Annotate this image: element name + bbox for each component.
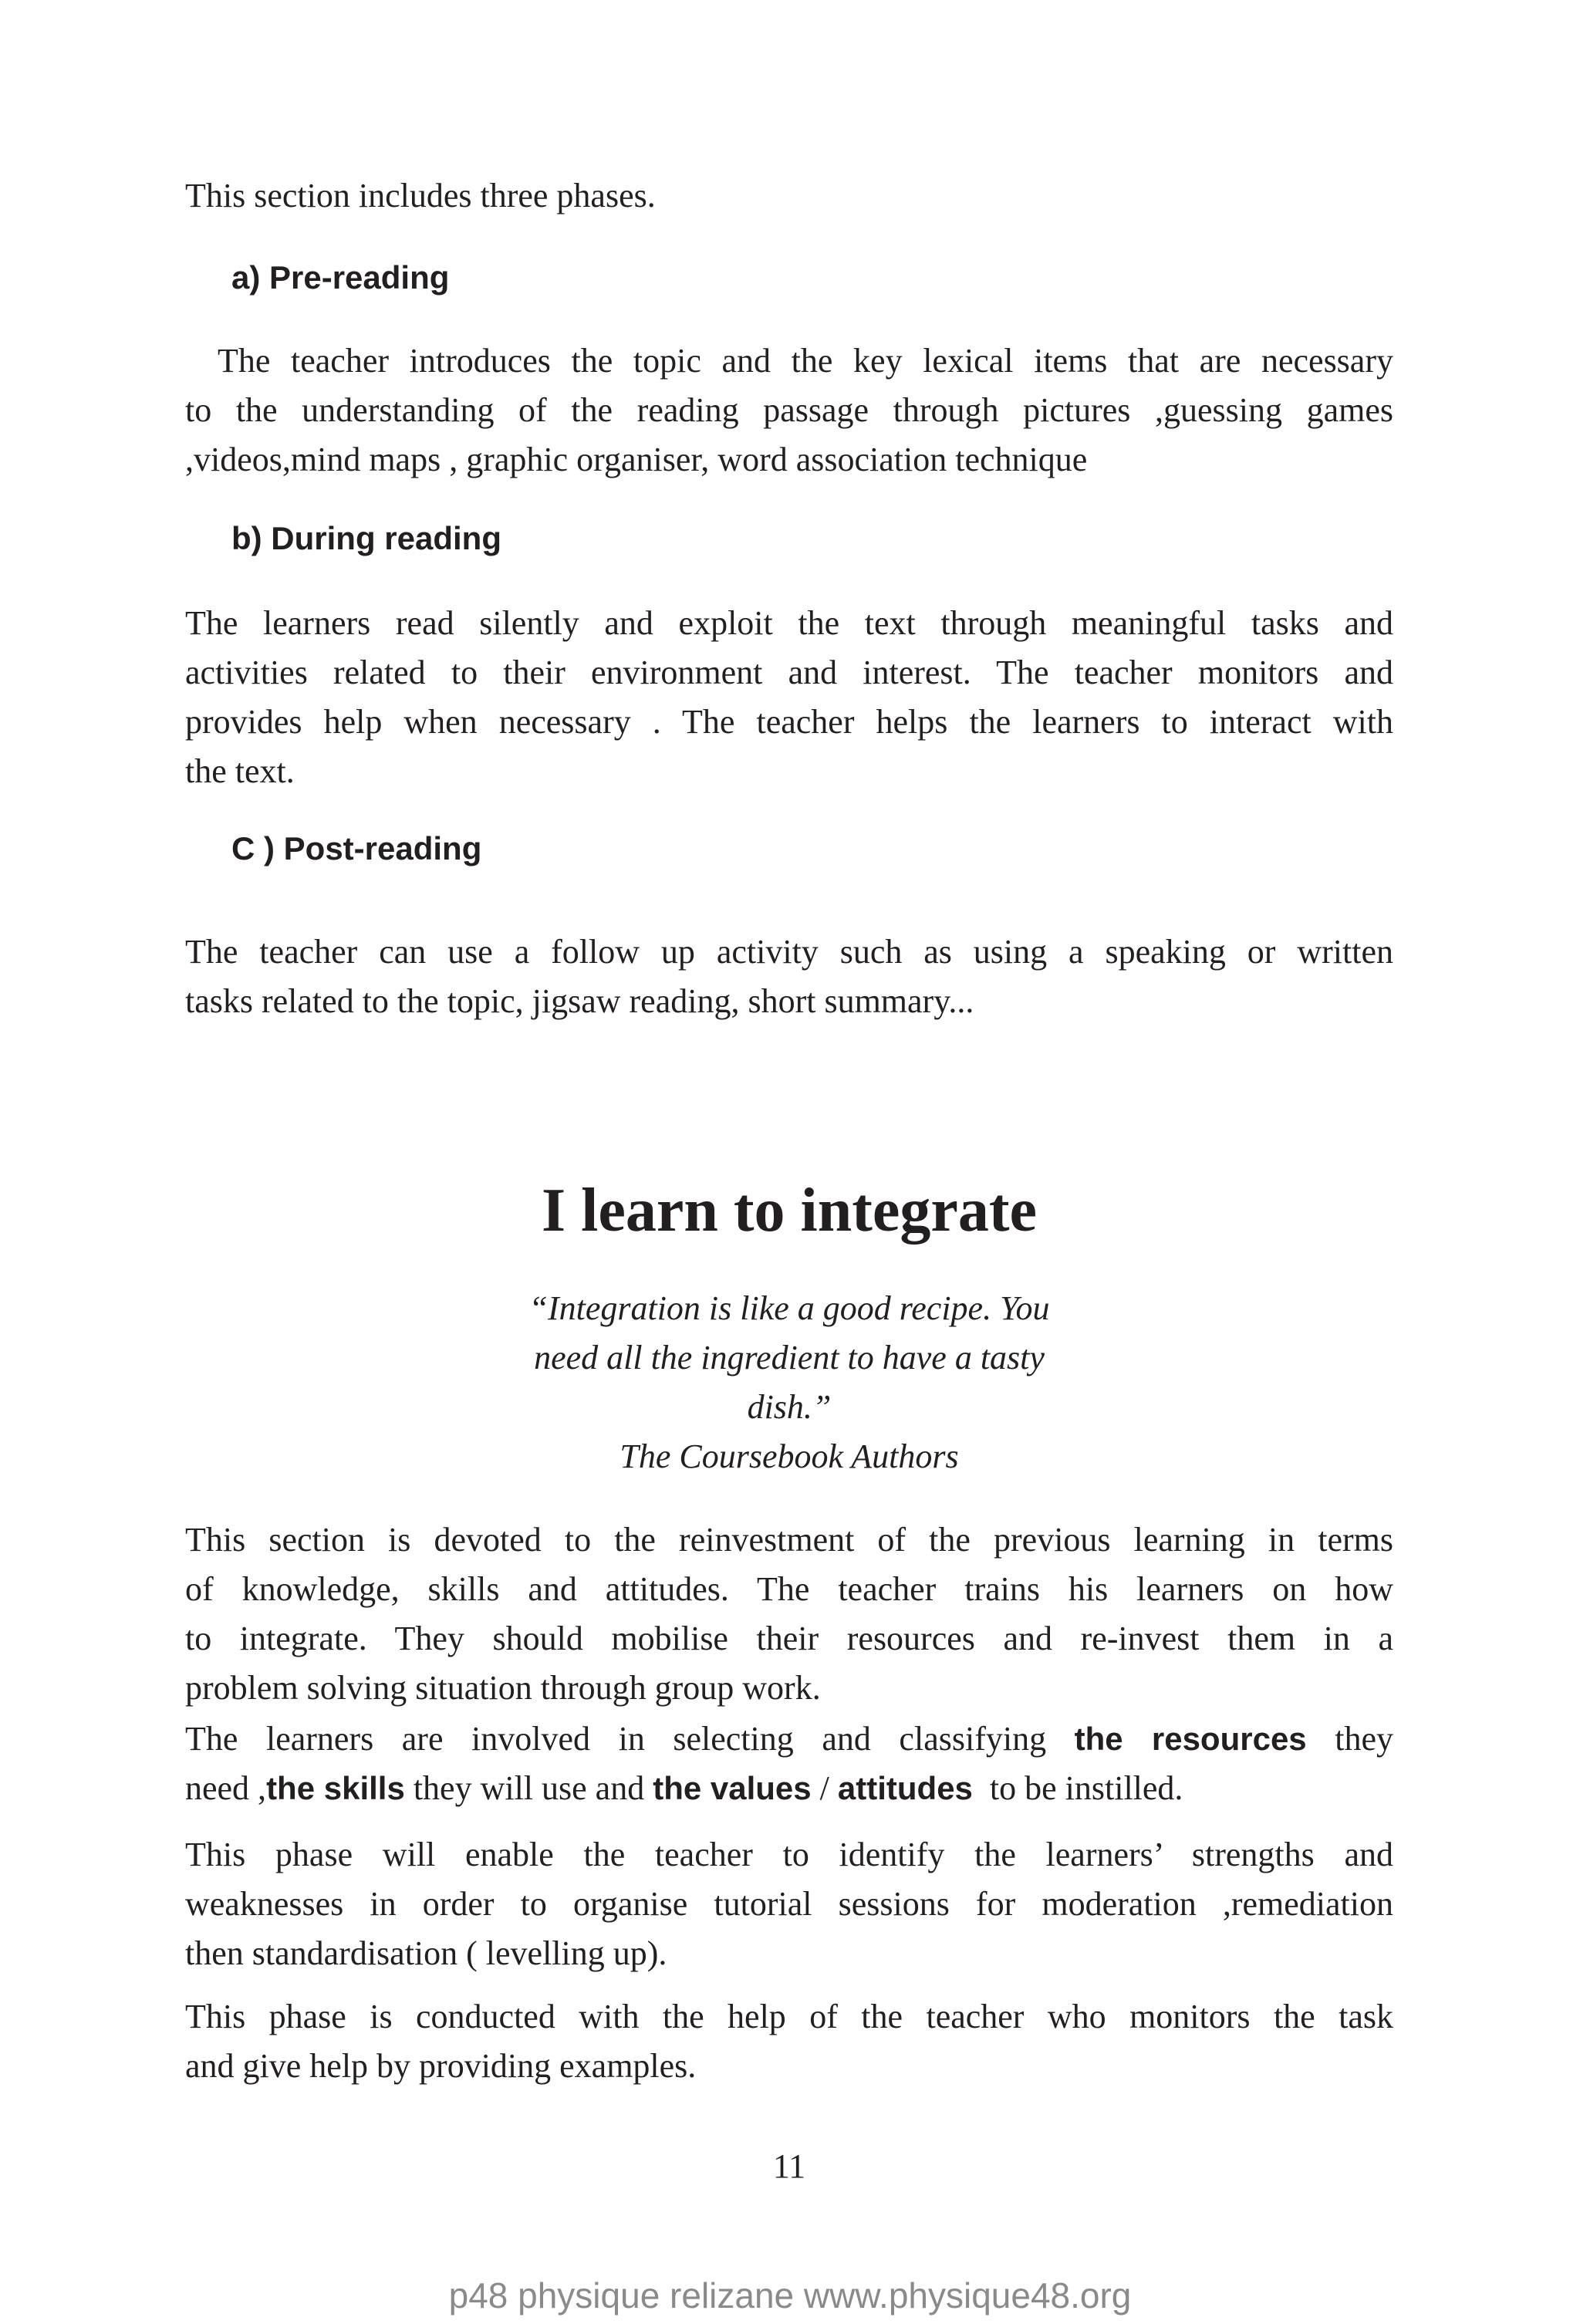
values-emphasis: the values — [653, 1770, 812, 1806]
integrate-p1-line-4: problem solving situation through group work. — [185, 1669, 821, 1707]
integrate-p3-line-3: then standardisation ( levelling up). — [185, 1934, 667, 1972]
pre-reading-heading: a) Pre-reading — [231, 259, 450, 296]
integrate-p1-line-2: of knowledge, skills and attitudes. The teacher trains his learners on how — [185, 1570, 1393, 1608]
post-reading-line-1: The teacher can use a follow up activity such as using a speaking or written — [185, 933, 1393, 971]
during-reading-line-2: activities related to their environment and interest. The teacher monitors and — [185, 654, 1393, 691]
integrate-p1-line-3: to integrate. They should mobilise their resources and re-invest them in a — [185, 1620, 1393, 1657]
integrate-title: I learn to integrate — [541, 1177, 1038, 1245]
integrate-paragraph-1 — [185, 1515, 1393, 1713]
pre-reading-line-1: The teacher introduces the topic and the key lexical items that are necessary — [218, 342, 1393, 380]
integrate-paragraph-4 — [185, 1992, 1393, 2091]
p2-line2-sep: / — [811, 1769, 838, 1807]
post-reading-line-2: tasks related to the topic, jigsaw reading, short summary... — [185, 982, 974, 1020]
integrate-p3-line-2: weaknesses in order to organise tutorial sessions for moderation ,remediation — [185, 1885, 1393, 1923]
integrate-p4-line-2: and give help by providing examples. — [185, 2047, 697, 2085]
footer-watermark[interactable]: p48 physique relizane www.physique48.org — [448, 2275, 1132, 2316]
integrate-p2-line-1 — [185, 1714, 1393, 1764]
during-reading-paragraph — [185, 599, 1393, 796]
p2-line2-mid: they will use and — [404, 1769, 653, 1807]
skills-emphasis: the skills — [266, 1770, 405, 1806]
post-reading-paragraph — [185, 927, 1393, 1026]
during-reading-line-1: The learners read silently and exploit the text through meaningful tasks and — [185, 604, 1393, 642]
p2-line2-end: to be instilled. — [972, 1769, 1183, 1807]
quote-line-1: “Integration is like a good recipe. You — [528, 1289, 1050, 1327]
quote-line-3: dish.” — [747, 1388, 832, 1426]
intro-text: This section includes three phases. — [185, 177, 656, 214]
integrate-p4-line-1: This phase is conducted with the help of the teacher who monitors the task — [185, 1998, 1393, 2035]
p2-text-start: The learners are involved in selecting and classifying — [185, 1720, 1075, 1758]
during-reading-heading: b) During reading — [231, 520, 501, 556]
integrate-p1-line-1: This section is devoted to the reinvestment of the previous learning in terms — [185, 1521, 1393, 1559]
integrate-p2-line-2 — [185, 1764, 1393, 1813]
quote-author: The Coursebook Authors — [620, 1437, 959, 1475]
attitudes-emphasis: attitudes — [837, 1770, 973, 1806]
resources-emphasis: the resources — [1074, 1721, 1307, 1757]
integrate-paragraph-3 — [185, 1830, 1393, 1978]
p2-text-end: they — [1306, 1720, 1393, 1758]
integrate-p3-line-1: This phase will enable the teacher to identify the learners’ strengths and — [185, 1836, 1393, 1873]
p2-line2-start: need , — [185, 1769, 267, 1807]
pre-reading-paragraph — [185, 336, 1393, 485]
integrate-quote — [185, 1284, 1393, 1481]
during-reading-line-4: the text. — [185, 752, 295, 790]
pre-reading-line-3: ,videos,mind maps , graphic organiser, word association technique — [185, 441, 1088, 478]
during-reading-line-3: provides help when necessary . The teacher helps the learners to interact with — [185, 703, 1393, 741]
post-reading-heading: C ) Post-reading — [231, 830, 482, 866]
pre-reading-line-2: to the understanding of the reading passage through pictures ,guessing games — [185, 391, 1393, 429]
page-number: 11 — [772, 2147, 806, 2185]
quote-line-2: need all the ingredient to have a tasty — [534, 1339, 1045, 1376]
integrate-paragraph-2 — [185, 1714, 1393, 1813]
